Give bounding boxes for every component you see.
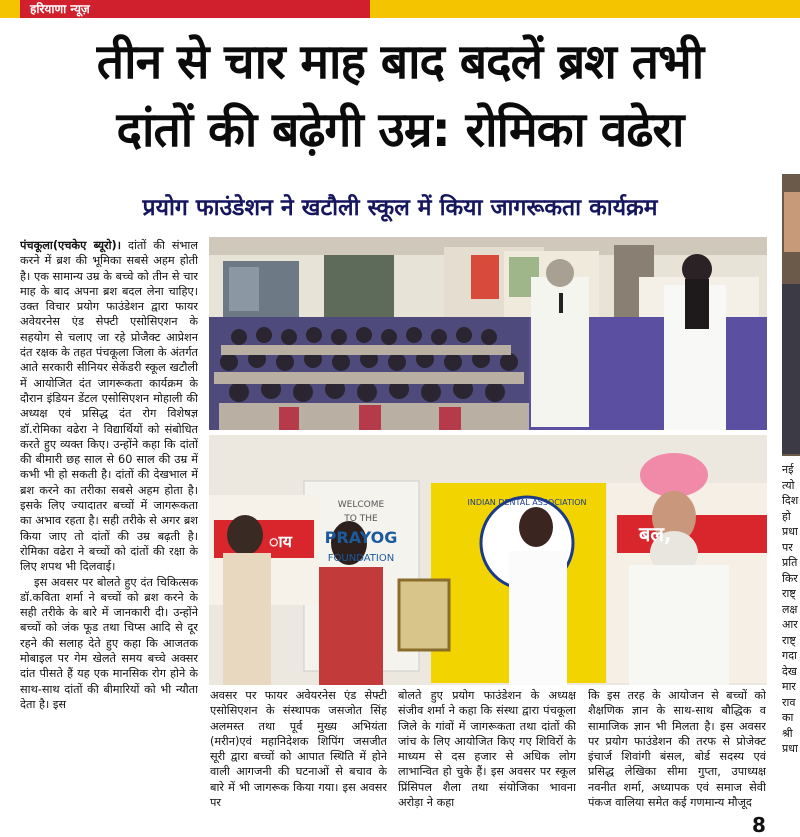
banner-foundation: FOUNDATION bbox=[327, 553, 395, 564]
red-banner-text-left: ाय bbox=[269, 532, 292, 551]
adjacent-article-line: प्रधा bbox=[782, 742, 798, 755]
headline-line-2: दांतों की बढ़ेगी उम्र: रोमिका वढेरा bbox=[116, 102, 684, 158]
top-section-bar bbox=[0, 0, 800, 18]
adjacent-article-line: आर bbox=[782, 618, 798, 631]
adjacent-article-line: नई bbox=[782, 463, 794, 476]
adjacent-article-line: गदा bbox=[782, 649, 797, 662]
article-column-4: कि इस तरह के आयोजन से बच्चों को शैक्षणिक ज्ञान के साथ-साथ बौद्धिक व सामाजिक ज्ञान भी मिलता है। इस अवसर पर प्रयोग फाउंडेशन की तरफ से प्रोजेक्ट इंचार्ज शिवांगी बंसल, बोर्ड सदस्य एवं प्रसिद्ध लेखिका सीमा गुप्ता, उपाध्यक्ष नवनीत शर्मा, अध्यापक एवं समाज सेवी पंकज वालिया समेत कई गणमान्य मौजूद bbox=[588, 689, 766, 810]
article-column-2: अवसर पर फायर अवेयरनेस एंड सेफ्टी एसोसिएशन के संस्थापक जसजोत सिंह अलमस्त तथा पूर्व मुख्य अभियंता (मरीन)एवं महानिदेशक शिपिंग जसजीत सूरी द्वारा बच्चों को आपात स्थिति में होने वाली आगजनी की घटनाओं से बचाव के बारे में भी जागरूक किया गया। इस अवसर पर bbox=[210, 689, 387, 810]
award-presentation-photo bbox=[209, 435, 767, 685]
section-label: हरियाणा न्यूज़ bbox=[20, 0, 370, 18]
red-banner-text: बल, bbox=[639, 522, 672, 546]
adjacent-article-line: दिश bbox=[782, 494, 799, 507]
subheadline: प्रयोग फाउंडेशन ने खटौली स्कूल में किया जागरूकता कार्यक्रम bbox=[142, 195, 658, 221]
headline-line-1: तीन से चार माह बाद बदलें ब्रश तभी bbox=[96, 34, 704, 90]
adjacent-article-line: का bbox=[782, 711, 794, 724]
dateline: पंचकूला(एचकेए ब्यूरो)। bbox=[20, 239, 122, 252]
classroom-illustration bbox=[209, 237, 767, 430]
adjacent-article-line: हो bbox=[782, 509, 791, 523]
adjacent-article-line: मार bbox=[782, 680, 796, 693]
presentation-illustration bbox=[209, 435, 767, 685]
adjacent-article-line: राष्ट् bbox=[782, 633, 796, 647]
article-column-3: बोलते हुए प्रयोग फाउंडेशन के अध्यक्ष संजीव शर्मा ने कहा कि संस्था द्वारा पंचकूला जिले के गांवों में जागरूकता तथा दांतों की जांच के लिए आयोजित किए गए शिविरों के माध्यम से दस हजार से अधिक लोग लाभान्वित हो चुके हैं। इस अवसर पर स्कूल प्रिंसिपल शैला तथा संयोजिका भावना अरोड़ा ने कहा bbox=[398, 689, 576, 810]
adjacent-article-line: देख bbox=[782, 664, 797, 678]
classroom-photo bbox=[209, 237, 767, 430]
ida-logo-text: INDIAN DENTAL ASSOCIATION bbox=[467, 498, 587, 507]
adjacent-article-column bbox=[782, 462, 800, 833]
banner-to-the: TO THE bbox=[344, 514, 378, 524]
adjacent-article-line: राव bbox=[782, 695, 796, 709]
page-number-fragment: 8 bbox=[752, 813, 766, 837]
article-paragraph-1: दांतों की संभाल करने में ब्रश की भूमिका सबसे अहम होती है। एक सामान्य उम्र के बच्चे को तीन से चार माह के बाद अपना ब्रश बदल लेना चाहिए। उक्त विचार प्रयोग फाउंडेशन द्वारा फायर अवेयरनेस एंड सेफ्टी एसोसिएशन के सहयोग से चलाए जा रहे प्रोजैक्ट आप्रेशन दंत रक्षक के तहत पंचकूला जिला के अंतर्गत आते सरकारी सीनियर सेकेंडरी स्कूल खटौली में आयोजित दंत जागरूकता कार्यक्रम के दौरान इंडियन डेंटल एसोसिएशन मोहाली की अध्यक्ष एवं प्रसिद्ध दंत रोग विशेषज्ञ डॉ.रोमिका वढेरा ने विद्यार्थियों को संबोधित करते हुए व्यक्त किए। उन्होंने कहा कि दांतों की बीमारी छह साल से 60 साल की उम्र में कभी भी हो सकती है। दांतों की देखभाल में ब्रश करने का तरीका सबसे अहम होता है। इसके लिए ज्यादातर बच्चों में जागरूकता का अभाव रहता है। सही तरीके से अगर ब्रश किया जाए तो दांतों की उम्र बढ़ती है। रोमिका वढेरा ने बच्चों को दांतों की रक्षा के लिए शपथ भी दिलवाई। bbox=[20, 239, 198, 574]
adjacent-article-line: किर bbox=[782, 571, 798, 585]
article-column-1 bbox=[20, 238, 198, 833]
adjacent-article-line: प्रधा bbox=[782, 525, 798, 538]
adjacent-article-photo bbox=[782, 174, 800, 456]
banner-prayog: PRAYOG bbox=[324, 528, 398, 547]
adjacent-article-line: प्रति bbox=[782, 556, 798, 569]
adjacent-article-line: राष्ट् bbox=[782, 587, 796, 600]
adjacent-article-line: श्री bbox=[782, 726, 793, 740]
adjacent-article-line: पर bbox=[782, 540, 793, 554]
adjacent-article-line: त्यो bbox=[782, 478, 795, 492]
banner-welcome: WELCOME bbox=[337, 500, 385, 510]
article-paragraph-2: इस अवसर पर बोलते हुए दंत चिकित्सक डॉ.कविता शर्मा ने बच्चों को ब्रश करने के सही तरीके के बारे में जानकारी दी। उन्होंने बच्चों को जंक फूड तथा चिप्स आदि से दूर रहने की सलाह देते हुए कहा कि आजतक मोबाइल पर गेम खेलते समय बच्चे अक्सर दांत पीसते हैं यह एक मानसिक रोग होने के साथ-साथ दांतों की बीमारियों को भी न्यौता देता है। इस bbox=[20, 575, 198, 711]
adjacent-article-line: लक्ष bbox=[782, 602, 798, 616]
